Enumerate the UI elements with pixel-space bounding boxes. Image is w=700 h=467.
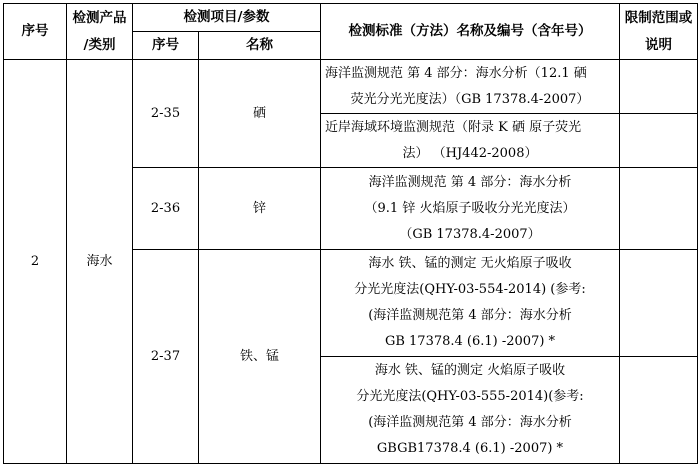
standard-line: 海水 铁、锰的测定 火焰原子吸收: [374, 363, 566, 378]
standard-line: 海洋监测规范 第 4 部分：海水分析: [368, 174, 572, 190]
limit-cell: [620, 250, 698, 357]
item-name-selenium: 硒: [199, 60, 321, 168]
standard-line: 法） （HJ442-2008）: [402, 145, 538, 161]
header-limit-line1: 限制范围或: [624, 9, 693, 26]
limit-cell: [620, 114, 698, 168]
standard-cell: [321, 60, 620, 114]
standard-line: 分光光度法(QHY-03-555-2014)(参考:: [356, 389, 584, 404]
item-name-iron-manganese: 铁、锰: [199, 250, 321, 464]
limit-cell: [620, 60, 698, 114]
header-product: [67, 4, 133, 60]
standard-line: GBGB17378.4 (6.1) -2007) *: [376, 441, 564, 456]
standard-line: 荧光分光光度法）（GB 17378.4-2007）: [350, 91, 590, 107]
header-limit: [620, 4, 698, 60]
standard-line: (海洋监测规范第 4 部分：海水分析: [368, 308, 572, 323]
header-item-seq: 序号: [133, 32, 199, 60]
header-standard: 检测标准（方法）名称及编号（含年号）: [321, 4, 620, 60]
standard-cell: [321, 114, 620, 168]
product-category: 海水: [67, 60, 133, 464]
header-limit-line2: 说明: [645, 36, 672, 53]
limit-cell: [620, 168, 698, 250]
product-seq: 2: [4, 60, 67, 464]
standard-line: 海水 铁、锰的测定 无火焰原子吸收: [368, 256, 572, 271]
standard-line: （9.1 锌 火焰原子吸收分光光度法）: [364, 200, 576, 216]
standard-cell: [321, 250, 620, 357]
standard-line: 海洋监测规范 第 4 部分：海水分析（12.1 硒: [325, 65, 587, 81]
header-item-name: 名称: [199, 32, 321, 60]
header-product-line1: 检测产品: [72, 9, 127, 26]
scope-table: [3, 3, 698, 464]
item-seq-2-37: 2-37: [133, 250, 199, 464]
standard-cell: [321, 168, 620, 250]
header-seq: 序号: [4, 4, 67, 60]
standard-line: 分光光度法(QHY-03-554-2014) (参考:: [354, 282, 586, 297]
item-name-zinc: 锌: [199, 168, 321, 250]
limit-cell: [620, 357, 698, 464]
standard-line: （GB 17378.4-2007）: [399, 226, 541, 242]
standard-line: GB 17378.4 (6.1) -2007) *: [384, 334, 556, 349]
standard-line: (海洋监测规范第 4 部分：海水分析: [368, 415, 572, 430]
item-seq-2-36: 2-36: [133, 168, 199, 250]
standard-line: 近岸海域环境监测规范（附录 K 硒 原子荧光: [325, 119, 582, 135]
header-item-param: 检测项目/参数: [133, 4, 321, 32]
header-product-line2: /类别: [83, 36, 116, 53]
standard-cell: [321, 357, 620, 464]
item-seq-2-35: 2-35: [133, 60, 199, 168]
